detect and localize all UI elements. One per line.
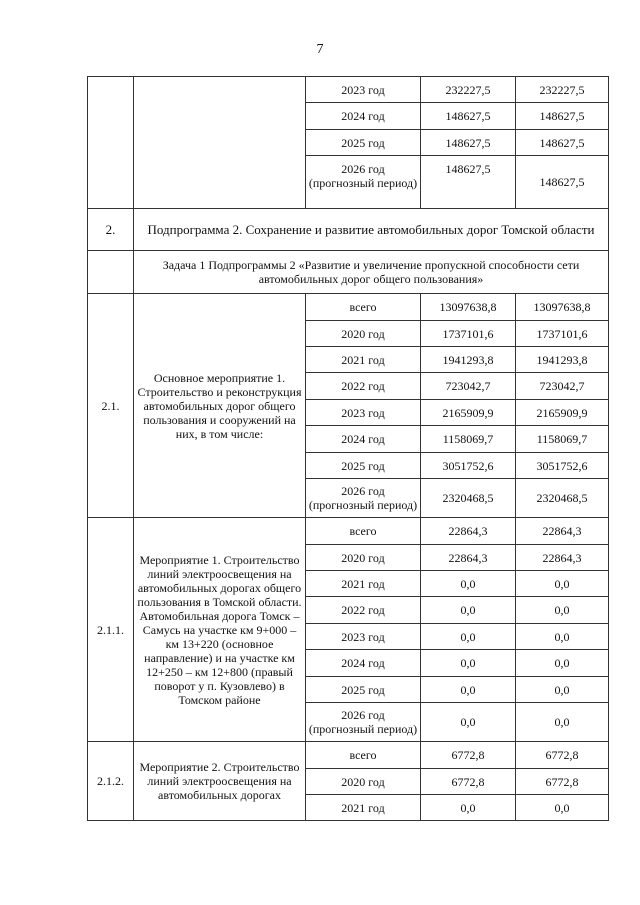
value-cell: 0,0 [421, 703, 516, 742]
value-cell: 1941293,8 [421, 347, 516, 373]
value-cell: 22864,3 [421, 545, 516, 571]
year-cell: 2020 год [306, 545, 421, 571]
year-cell: 2025 год [306, 677, 421, 703]
value-cell: 6772,8 [516, 742, 609, 769]
task-num-cell [88, 251, 134, 294]
value-cell: 0,0 [516, 571, 609, 597]
measure-number: 2.1.2. [88, 742, 134, 821]
subprogram-number: 2. [88, 209, 134, 251]
value-cell: 3051752,6 [516, 453, 609, 479]
year-cell: 2024 год [306, 650, 421, 677]
value-cell: 6772,8 [421, 769, 516, 795]
year-cell: 2026 год (прогнозный период) [306, 156, 421, 209]
carry-num-cell [88, 77, 134, 209]
page-number: 7 [316, 42, 324, 57]
year-cell: 2026 год (прогнозный период) [306, 479, 421, 518]
year-cell: 2020 год [306, 769, 421, 795]
year-cell: всего [306, 294, 421, 321]
value-cell: 0,0 [421, 650, 516, 677]
value-cell: 148627,5 [421, 130, 516, 156]
table-row [88, 77, 609, 103]
table-row [88, 209, 609, 251]
measure-name: Основное мероприятие 1. Строительство и реконструкция автомобильных дорог общего пользования и сооружений на них, в том числе: [134, 294, 306, 518]
value-cell: 3051752,6 [421, 453, 516, 479]
measure-number: 2.1.1. [88, 518, 134, 742]
year-cell: 2022 год [306, 597, 421, 624]
value-cell: 148627,5 [421, 156, 516, 209]
value-cell: 22864,3 [516, 518, 609, 545]
value-cell: 0,0 [421, 571, 516, 597]
value-cell: 13097638,8 [421, 294, 516, 321]
value-cell: 13097638,8 [516, 294, 609, 321]
table-row [88, 251, 609, 294]
year-cell: 2023 год [306, 624, 421, 650]
task-title: Задача 1 Подпрограммы 2 «Развитие и увеличение пропускной способности сети автомобильных дорог общего пользования» [134, 251, 609, 294]
value-cell: 2320468,5 [516, 479, 609, 518]
value-cell: 22864,3 [421, 518, 516, 545]
value-cell: 0,0 [516, 597, 609, 624]
year-cell: 2023 год [306, 400, 421, 426]
value-cell: 1737101,6 [516, 321, 609, 347]
year-cell: 2026 год (прогнозный период) [306, 703, 421, 742]
measure-name: Мероприятие 1. Строительство линий электроосвещения на автомобильных дорогах общего пользования в Томской области. Автомобильная дорога Томск – Самусь на участке км 9+000 – км 13+220 (основное направление) и на участке км 12+250 – км 12+800 (правый поворот у п. Кузовлево) в Томском районе [134, 518, 306, 742]
table-row [88, 518, 609, 545]
value-cell: 1158069,7 [421, 426, 516, 453]
year-cell: 2025 год [306, 453, 421, 479]
subprogram-title: Подпрограмма 2. Сохранение и развитие автомобильных дорог Томской области [134, 209, 609, 251]
value-cell: 22864,3 [516, 545, 609, 571]
budget-table [87, 76, 609, 821]
carry-name-cell [134, 77, 306, 209]
value-cell: 0,0 [516, 703, 609, 742]
year-cell: 2022 год [306, 373, 421, 400]
value-cell: 0,0 [516, 795, 609, 821]
year-cell: 2021 год [306, 571, 421, 597]
value-cell: 723042,7 [421, 373, 516, 400]
value-cell: 2165909,9 [516, 400, 609, 426]
value-cell: 0,0 [516, 650, 609, 677]
value-cell: 0,0 [516, 677, 609, 703]
measure-name: Мероприятие 2. Строительство линий электроосвещения на автомобильных дорогах [134, 742, 306, 821]
year-cell: 2025 год [306, 130, 421, 156]
value-cell: 1737101,6 [421, 321, 516, 347]
value-cell: 0,0 [421, 597, 516, 624]
year-cell: 2024 год [306, 103, 421, 130]
year-cell: 2023 год [306, 77, 421, 103]
value-cell: 0,0 [421, 795, 516, 821]
value-cell: 6772,8 [421, 742, 516, 769]
value-cell: 0,0 [421, 677, 516, 703]
year-cell: 2021 год [306, 347, 421, 373]
year-cell: всего [306, 742, 421, 769]
table-row [88, 742, 609, 769]
value-cell: 0,0 [516, 624, 609, 650]
year-cell: всего [306, 518, 421, 545]
value-cell: 723042,7 [516, 373, 609, 400]
value-cell: 1941293,8 [516, 347, 609, 373]
year-cell: 2020 год [306, 321, 421, 347]
value-cell: 6772,8 [516, 769, 609, 795]
value-cell: 2165909,9 [421, 400, 516, 426]
table-row [88, 294, 609, 321]
value-cell: 232227,5 [516, 77, 609, 103]
year-cell: 2021 год [306, 795, 421, 821]
year-cell: 2024 год [306, 426, 421, 453]
value-cell: 148627,5 [516, 156, 609, 209]
value-cell: 232227,5 [421, 77, 516, 103]
value-cell: 148627,5 [421, 103, 516, 130]
value-cell: 1158069,7 [516, 426, 609, 453]
value-cell: 2320468,5 [421, 479, 516, 518]
measure-number: 2.1. [88, 294, 134, 518]
value-cell: 148627,5 [516, 130, 609, 156]
value-cell: 0,0 [421, 624, 516, 650]
value-cell: 148627,5 [516, 103, 609, 130]
